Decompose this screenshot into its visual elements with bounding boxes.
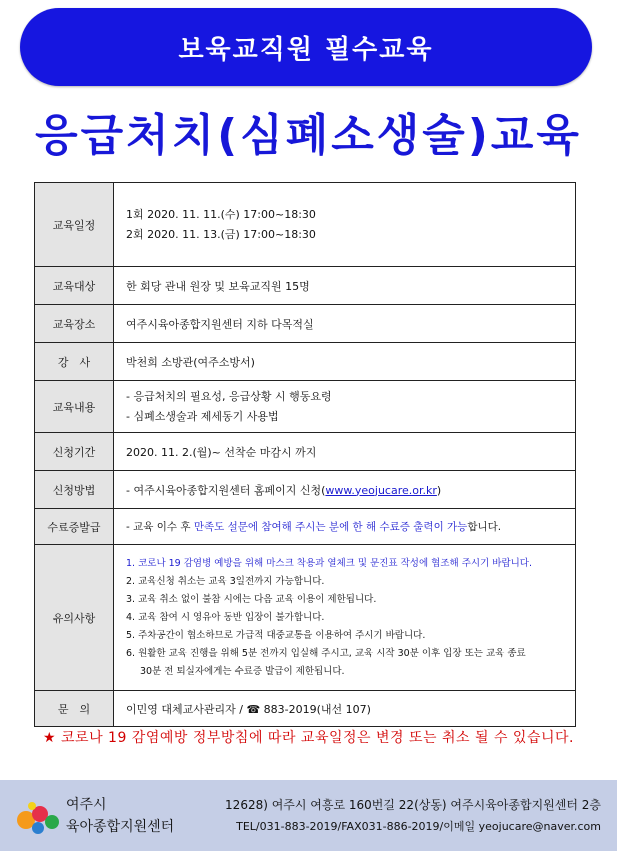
content-line-2: - 심폐소생술과 제세동기 사용법 xyxy=(126,409,279,423)
table-row xyxy=(35,305,576,343)
table-row xyxy=(35,381,576,433)
note-item: 1. 코로나 19 감염병 예방을 위해 마스크 착용과 열체크 및 문진표 작성에 협조해 주시기 바랍니다. xyxy=(126,557,532,569)
table-row xyxy=(35,509,576,545)
note-item: 5. 주차공간이 협소하므로 가급적 대중교통을 이용하여 주시기 바랍니다. xyxy=(126,629,426,641)
certificate-suffix: 합니다. xyxy=(467,521,502,533)
content-line-1: - 응급처치의 필요성, 응급상황 시 행동요령 xyxy=(126,389,332,403)
table-row xyxy=(35,183,576,267)
method-label: 신청방법 xyxy=(35,471,114,509)
footer-address-block xyxy=(225,794,601,838)
org-name-line-2: 육아종합지원센터 xyxy=(66,819,175,835)
footer xyxy=(0,780,617,851)
schedule-line-2: 2회 2020. 11. 13.(금) 17:00~18:30 xyxy=(126,227,316,241)
target-label: 교육대상 xyxy=(35,267,114,305)
target-value: 한 회당 관내 원장 및 보육교직원 15명 xyxy=(114,267,576,305)
certificate-value xyxy=(114,509,576,545)
period-value: 2020. 11. 2.(월)~ 선착순 마감시 까지 xyxy=(114,433,576,471)
center-logo xyxy=(14,794,64,840)
table-row xyxy=(35,545,576,691)
note-item: 3. 교육 취소 없이 불참 시에는 다음 교육 이용이 제한됩니다. xyxy=(126,593,377,605)
table-row xyxy=(35,267,576,305)
footer-contact: TEL/031-883-2019/FAX031-886-2019/이메일 yeojucare@naver.com xyxy=(236,820,601,833)
period-label: 신청기간 xyxy=(35,433,114,471)
note-item: 30분 전 퇴실자에게는 수료증 발급이 제한됩니다. xyxy=(140,665,345,677)
content-label: 교육내용 xyxy=(35,381,114,433)
place-label: 교육장소 xyxy=(35,305,114,343)
notes-value xyxy=(114,545,576,691)
table-row xyxy=(35,343,576,381)
schedule-value xyxy=(114,183,576,267)
banner-text: 보육교직원 필수교육 xyxy=(178,34,434,65)
note-item: 4. 교육 참여 시 영유아 동반 입장이 불가합니다. xyxy=(126,611,325,623)
schedule-line-1: 1회 2020. 11. 11.(수) 17:00~18:30 xyxy=(126,207,316,221)
place-value: 여주시육아종합지원센터 지하 다목적실 xyxy=(114,305,576,343)
certificate-highlight: 만족도 설문에 참여해 주시는 분에 한 해 수료증 출력이 가능 xyxy=(193,521,468,533)
table-row xyxy=(35,691,576,727)
info-table xyxy=(34,182,576,727)
org-name xyxy=(66,794,174,838)
table-row xyxy=(35,433,576,471)
content-value xyxy=(114,381,576,433)
certificate-prefix: - 교육 이수 후 xyxy=(126,521,194,533)
footer-address: 12628) 여주시 여흥로 160번길 22(상동) 여주시육아종합지원센터 2층 xyxy=(225,798,601,812)
table-row xyxy=(35,471,576,509)
homepage-link[interactable]: www.yeojucare.or.kr xyxy=(325,483,437,497)
schedule-label: 교육일정 xyxy=(35,183,114,267)
notice-text: ★ 코로나 19 감염예방 정부방침에 따라 교육일정은 변경 또는 취소 될 수 있습니다. xyxy=(43,730,574,746)
org-name-line-1: 여주시 xyxy=(66,797,107,813)
method-value xyxy=(114,471,576,509)
note-item: 6. 원활한 교육 진행을 위해 5분 전까지 입실해 주시고, 교육 시작 30분 이후 입장 또는 교육 종료 xyxy=(126,647,526,659)
instructor-value: 박천희 소방관(여주소방서) xyxy=(114,343,576,381)
contact-value: 이민영 대체교사관리자 / ☎ 883-2019(내선 107) xyxy=(114,691,576,727)
header-banner xyxy=(20,8,592,86)
method-prefix: - 여주시육아종합지원센터 홈페이지 신청( xyxy=(126,483,326,497)
instructor-label: 강 사 xyxy=(35,343,114,381)
page-title: 응급처치(심폐소생술)교육 xyxy=(35,110,582,161)
method-suffix: ) xyxy=(436,483,442,497)
certificate-label: 수료증발급 xyxy=(35,509,114,545)
note-item: 2. 교육신청 취소는 교육 3일전까지 가능합니다. xyxy=(126,575,325,587)
contact-label: 문 의 xyxy=(35,691,114,727)
notes-label: 유의사항 xyxy=(35,545,114,691)
